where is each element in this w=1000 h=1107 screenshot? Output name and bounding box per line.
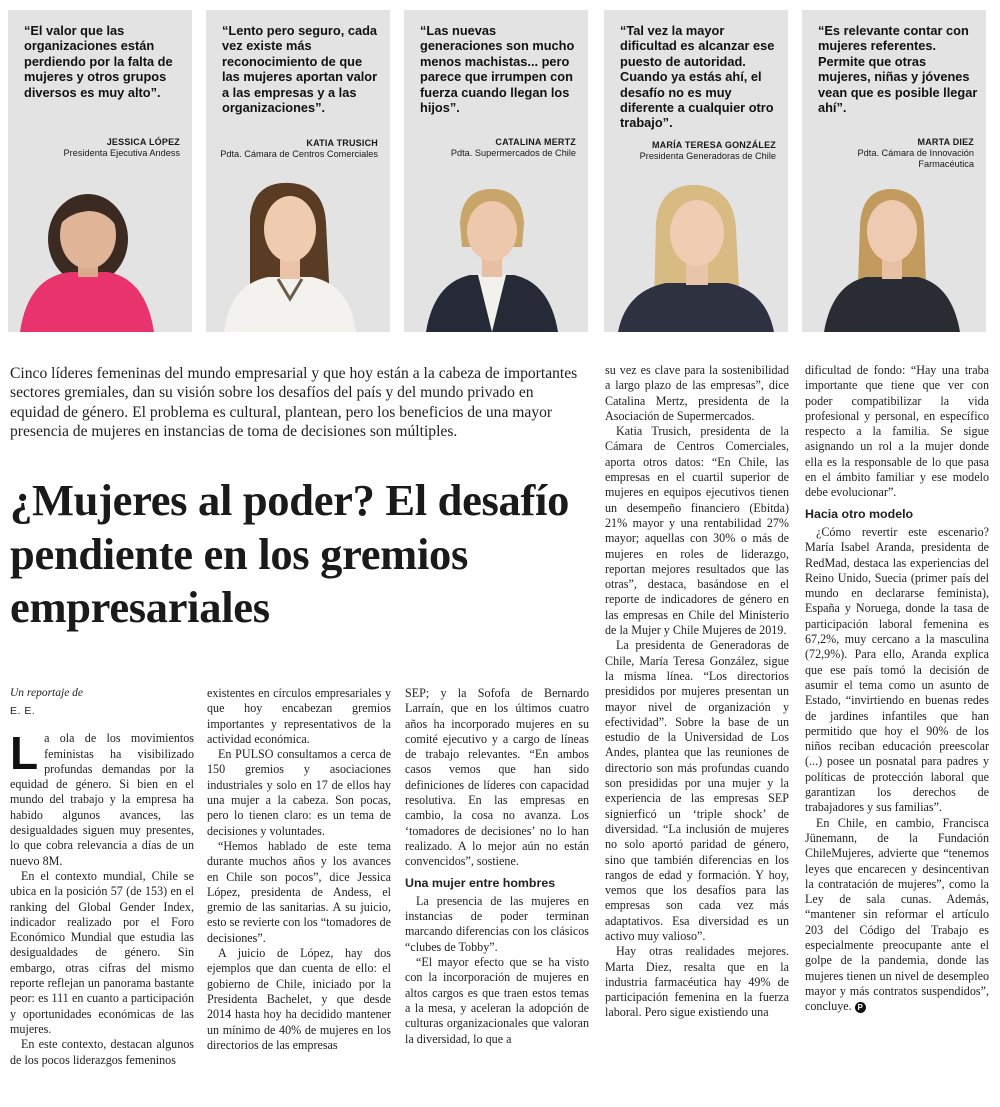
quote-card-1 (8, 10, 192, 332)
paragraph: Hay otras realidades mejores. Marta Diez, resalta que en la industria farmacéutica hay 49% de participación femenina en la fuerza laboral. Pero sigue existiendo una (605, 944, 789, 1020)
person-role: Pdta. Cámara de Innovación Farmacéutica (857, 148, 974, 169)
quote-text: “El valor que las organizaciones están perdiendo por la falta de mujeres y otros grupos diversos es muy alto”. (24, 23, 173, 100)
paragraph: En este contexto, destacan algunos de los pocos liderazgos femeninos (10, 1037, 194, 1067)
person-role: Pdta. Supermercados de Chile (450, 148, 576, 158)
quote-attribution (611, 140, 776, 162)
quote-attribution (213, 138, 378, 160)
quote-cards-strip (8, 10, 994, 332)
paragraph: SEP; y la Sofofa de Bernardo Larraín, que en los últimos cuatro años ha incorporado mujeres en su comité ejecutivo y a cargo de líneas de trabajo relevantes. “En ambos casos vemos que han sido definiciones de líderes con capacidad resolutiva. En las empresas en cambio, la cosa no avanza. Los ‘tomadores de decisiones’ no lo han realizado. A lo mejor aún no están convencidos”, sostiene. (405, 686, 589, 869)
quote-card-5 (802, 10, 986, 332)
paragraph: La ola de los movimientos feministas ha visibilizado profundas demandas por la equidad de género. Si bien en el mundo del trabajo y la empresa ha habido algunos avances, las desigualdades siguen muy presentes, lo que cobra relevancia a días de un nuevo 8M. (10, 727, 194, 868)
article-column-4 (605, 363, 789, 1021)
portrait-photo (404, 167, 588, 332)
portrait-photo (8, 167, 192, 332)
portrait-photo (206, 167, 390, 332)
paragraph: ¿Cómo revertir este escenario? María Isabel Aranda, presidenta de RedMad, destaca las experiencias del Reino Unido, Suecia (primer país del mundo en declararse feminista), España y Noruega, donde la tasa de participación laboral femenina es 67,2%, muy cercano a la masculina (72,9%). Para ello, Aranda explica que ese país tomó la decisión de asumir el tema como un asunto de Estado, “invirtiendo en buenas redes de jardines infantiles que han permitido que hoy el 90% de los niños reciban educación preescolar (...) posee un posnatal para padres y políticas de protección laboral que garantizan los derechos de trabajadores y sus familias”. (805, 524, 989, 815)
end-mark-icon: P (855, 1002, 866, 1013)
paragraph: La presidenta de Generadoras de Chile, María Teresa González, sigue la misma línea. “Los directorios presididos por mujeres presentan un mayor nivel de organización y efectividad”. Sobre la base de un estudio de la Universidad de Los Andes, plantea que las reuniones de directorio son más profundas cuando son presididas por una mujer y la experiencia de las empresas SEP signierficó un ‘triple shock’ de diversidad. “La inclusión de mujeres no solo aportó paridad de género, sino que también diferencias en los rangos de edad y formación. Y hoy, vemos que los desafíos para las empresas son cada vez más adaptativos. Esa diversidad es un activo muy valioso”. (605, 638, 789, 943)
person-role: Presidenta Generadoras de Chile (639, 151, 776, 161)
paragraph: A juicio de López, hay dos ejemplos que dan cuenta de ello: el gobierno de Chile, iniciado por la Presidenta Bachelet, y que desde 2014 hasta hoy ha decidido mantener un mínimo de 40% de mujeres en los directorios de las empresas (207, 946, 391, 1052)
quote-text: “Es relevante contar con mujeres referentes. Permite que otras mujeres, niñas y jóvenes vean que es posible llegar ahí”. (818, 23, 978, 116)
paragraph: “Hemos hablado de este tema durante muchos años y los avances en Chile son pocos”, dice Jessica López, presidenta de Andess, el gremio de las sanitarias. A su juicio, esto se revierte con los “tomadores de decisiones”. (207, 838, 391, 945)
quote-card-3 (404, 10, 588, 332)
article-lead: Cinco líderes femeninas del mundo empresarial y que hoy están a la cabeza de importantes sectores gremiales, dan su visión sobre los desafíos del país y del mundo privado en equidad de género. El problema es cultural, plantean, pero los beneficios de una mayor presencia de mujeres en instancias de toma de decisiones son múltiples. (10, 365, 578, 441)
portrait-photo (604, 167, 788, 332)
article-column-5 (805, 363, 989, 1014)
paragraph: Katia Trusich, presidenta de la Cámara de Centros Comerciales, aporta otros datos: “En Chile, las empresas en el cuartil superior de mujeres en equipos ejecutivos tienen un desempeño financiero (Ebitda) 21% mayor y una rentabilidad 27% mayor; aquellas con 30% o más de mujeres en roles de liderazgo, reportan mejores resultados que las otras”, destaca, basándose en el reporte de indicadores de género en las empresas en Chile del Ministerio de la Mujer y Chile Mujeres de 2019. (605, 424, 789, 638)
paragraph: En Chile, en cambio, Francisca Jünemann, de la Fundación ChileMujeres, advierte que “tenemos leyes que encarecen y desincentivan la contratación de mujeres”, como la Ley de sala cunas. Además, “mantener sin reformar el artículo 203 del Código del Trabajo es especialmente preocupante ante el golpe de la pandemia, donde las mujeres tienen un nivel de desempleo mayor y más contratos suspendidos”, concluye. P (805, 815, 989, 1014)
byline-label: Un reportaje de (10, 687, 84, 699)
paragraph: dificultad de fondo: “Hay una traba importante que tiene que ver con poder compatibilizar la vida profesional y personal, en específico respecto a la familia. Se sigue asignando un rol a la mujer donde ella es la responsable de lo que pasa en el ámbito familiar y ese modelo debe evolucionar”. (805, 363, 989, 500)
quote-card-4 (604, 10, 788, 332)
article-column-1 (10, 686, 194, 1068)
article-headline: ¿Mujeres al poder? El desafío pendiente en los gremios empresariales (10, 475, 570, 632)
section-subheading: Hacia otro modelo (805, 506, 914, 521)
byline-author: E. E. (10, 705, 36, 717)
article-column-3 (405, 686, 589, 1047)
quote-attribution (411, 137, 576, 159)
person-name: CATALINA MERTZ (495, 137, 576, 147)
paragraph: En el contexto mundial, Chile se ubica en la posición 57 (de 153) en el ranking del Global Gender Index, indicador realizado por el Foro Económico Mundial que estudia las desigualdades de género. Sin embargo, otras cifras del mismo reporte reflejan un panorama bastante peor: es 111 en cuanto a participación y oportunidades económicas de las mujeres. (10, 868, 194, 1036)
paragraph: existentes en círculos empresariales y que hoy encabezan gremios importantes y representativos de la actividad económica. (207, 686, 391, 746)
quote-text: “Lento pero seguro, cada vez existe más reconocimiento de que las mujeres aportan valor a las empresas y a las organizaciones”. (222, 23, 378, 116)
paragraph: En PULSO consultamos a cerca de 150 gremios y asociaciones industriales y solo en 17 de ellos hay una mujer a la cabeza. Son pocas, pero lo tienen claro: es un tema de decisiones y voluntades. (207, 747, 391, 838)
portrait-photo (802, 167, 986, 332)
section-subheading: Una mujer entre hombres (405, 875, 556, 890)
person-name: JESSICA LÓPEZ (106, 137, 180, 147)
article-column-2 (207, 686, 391, 1053)
person-role: Presidenta Ejecutiva Andess (63, 148, 180, 158)
quote-card-2 (206, 10, 390, 332)
person-name: MARTA DIEZ (917, 137, 974, 147)
person-role: Pdta. Cámara de Centros Comerciales (220, 149, 378, 159)
paragraph: La presencia de las mujeres en instancias de poder terminan marcando diferencias con los clásicos “clubes de Tobby”. (405, 893, 589, 954)
quote-text: “Tal vez la mayor dificultad es alcanzar ese puesto de autoridad. Cuando ya estás ahí, el desafío no es muy diferente a cualquier otro trabajo”. (620, 23, 775, 131)
drop-cap: L (10, 727, 39, 780)
quote-attribution (809, 137, 974, 170)
person-name: MARÍA TERESA GONZÁLEZ (651, 140, 776, 150)
person-name: KATIA TRUSICH (306, 138, 378, 148)
quote-attribution (15, 137, 180, 159)
paragraph: su vez es clave para la sostenibilidad a largo plazo de las empresas”, dice Catalina Mertz, presidenta de la Asociación de Supermercados. (605, 363, 789, 423)
quote-text: “Las nuevas generaciones son mucho menos machistas... pero parece que irrumpen con fuerza cuando llegan los hijos”. (420, 23, 575, 116)
paragraph: “El mayor efecto que se ha visto con la incorporación de mujeres en altos cargos es que traen estos temas a la mesa, y aceleran la adopción de culturas organizacionales que valoran la diversidad, lo que a (405, 955, 589, 1046)
